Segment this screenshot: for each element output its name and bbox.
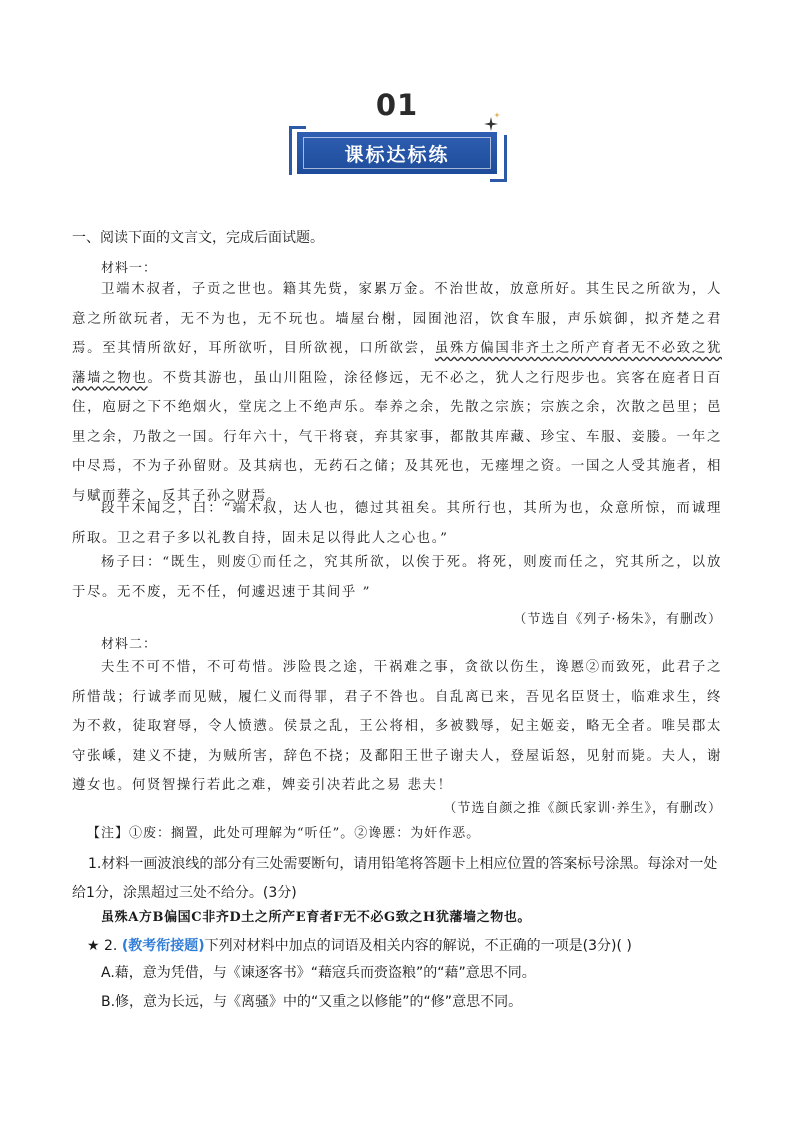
question1-text: 1.材料一画波浪线的部分有三处需要断句，请用铅笔将答题卡上相应位置的答案标号涂黑。每涂对一处给1分，涂黑超过三处不给分。(3分) — [72, 856, 718, 901]
question1-answer: 虽殊A方B偏国C非齐D土之所产E育者F无不必G致之H犹藩墙之物也。 — [101, 910, 532, 925]
material1-paragraph2: 段干木闻之，曰：“端木叔，达人也，德过其祖矣。其所行也，其所为也，众意所惊，而诚理所取。卫之君子多以礼教自持，固未足以得此人之心也。” — [72, 501, 722, 546]
question2-tag: (教考衔接题) — [121, 938, 205, 954]
question2-text: 下列对材料中加点的词语及相关内容的解说，不正确的一项是(3分)( ) — [204, 938, 632, 954]
material1-source: （节选自《列子·杨朱》，有删改） — [513, 612, 722, 627]
banner-title: 课标达标练 — [344, 143, 450, 166]
material1-paragraph3: 杨子曰：“既生，则废①而任之，究其所欲，以俟于死。将死，则废而任之，究其所之，以放于尽。无不废，无不任，何遽迟速于其间乎 ” — [72, 555, 722, 600]
material1-paragraph1 — [72, 275, 722, 511]
section-banner — [0, 0, 794, 200]
banner-title-box — [297, 132, 497, 174]
sparkle-icon — [484, 117, 498, 131]
star-icon: ★ — [87, 938, 100, 954]
section-number: 01 — [375, 88, 419, 122]
material2-label: 材料二： — [101, 637, 158, 652]
footnote: 【注】①废：搁置，此处可理解为“听任”。②谗慝：为奸作恶。 — [87, 826, 481, 841]
wavy-underlined-passage: 虽殊方偏国非齐土之所产育者无不必致之犹藩墙之物也 — [72, 341, 722, 386]
question2-option-a: A.藉，意为凭借，与《谏逐客书》“藉寇兵而赍盗粮”的“藉”意思不同。 — [101, 965, 536, 981]
question2-option-b: B.修，意为长远，与《离骚》中的“又重之以修能”的“修”意思不同。 — [101, 994, 523, 1010]
material1-label: 材料一： — [101, 261, 158, 276]
section-heading: 一、阅读下面的文言文，完成后面试题。 — [72, 230, 324, 246]
material1-text-before: 卫端木叔者，子贡之世也。籍其先赀，家累万金。不治世故，放意所好。其生民之所欲为，人意之所欲玩者，无不为也，无不玩也。墙屋台榭，园囿池沼，饮食车服，声乐嫔御，拟齐楚之君焉。至其情所欲好，耳所欲听，目所欲视，口所欲尝， — [72, 282, 722, 356]
question2 — [87, 932, 737, 961]
material2-paragraph: 夫生不可不惜，不可苟惜。涉险畏之途，干祸难之事，贪欲以伤生，谗慝②而致死，此君子之所惜哉；行诚孝而见贼，履仁义而得罪，君子不咎也。自乱离已来，吾见名臣贤士，临难求生，终为不救，徒取窘辱，令人愤懑。侯景之乱，王公将相，多被戮辱，妃主姬妾，略无全者。唯吴郡太守张嵊，建义不捷，为贼所害，辞色不挠；及鄱阳王世子谢夫人，登屋诟怒，见射而毙。夫人，谢遵女也。何贤智操行若此之难，婢妾引决若此之易 悲夫！ — [72, 660, 722, 793]
question2-number: 2. — [104, 938, 118, 954]
sparkle-small-icon — [494, 112, 500, 118]
material1-text-after: 。不赀其游也，虽山川阻险，涂径修远，无不必之，犹人之行咫步也。宾客在庭者日百住，庖厨之下不绝烟火，堂庑之上不绝声乐。奉养之余，先散之宗族；宗族之余，次散之邑里；邑里之余，乃散之一国。行年六十，气干将衰，弃其家事，都散其库藏、珍宝、车服、妾媵。一年之中尽焉，不为子孙留财。及其病也，无药石之储；及其死也，无瘗埋之资。一国之人受其施者，相与赋而葬之，反其子孙之财焉。 — [72, 370, 723, 504]
material2-source: （节选自颜之推《颜氏家训·养生》，有删改） — [443, 801, 722, 816]
